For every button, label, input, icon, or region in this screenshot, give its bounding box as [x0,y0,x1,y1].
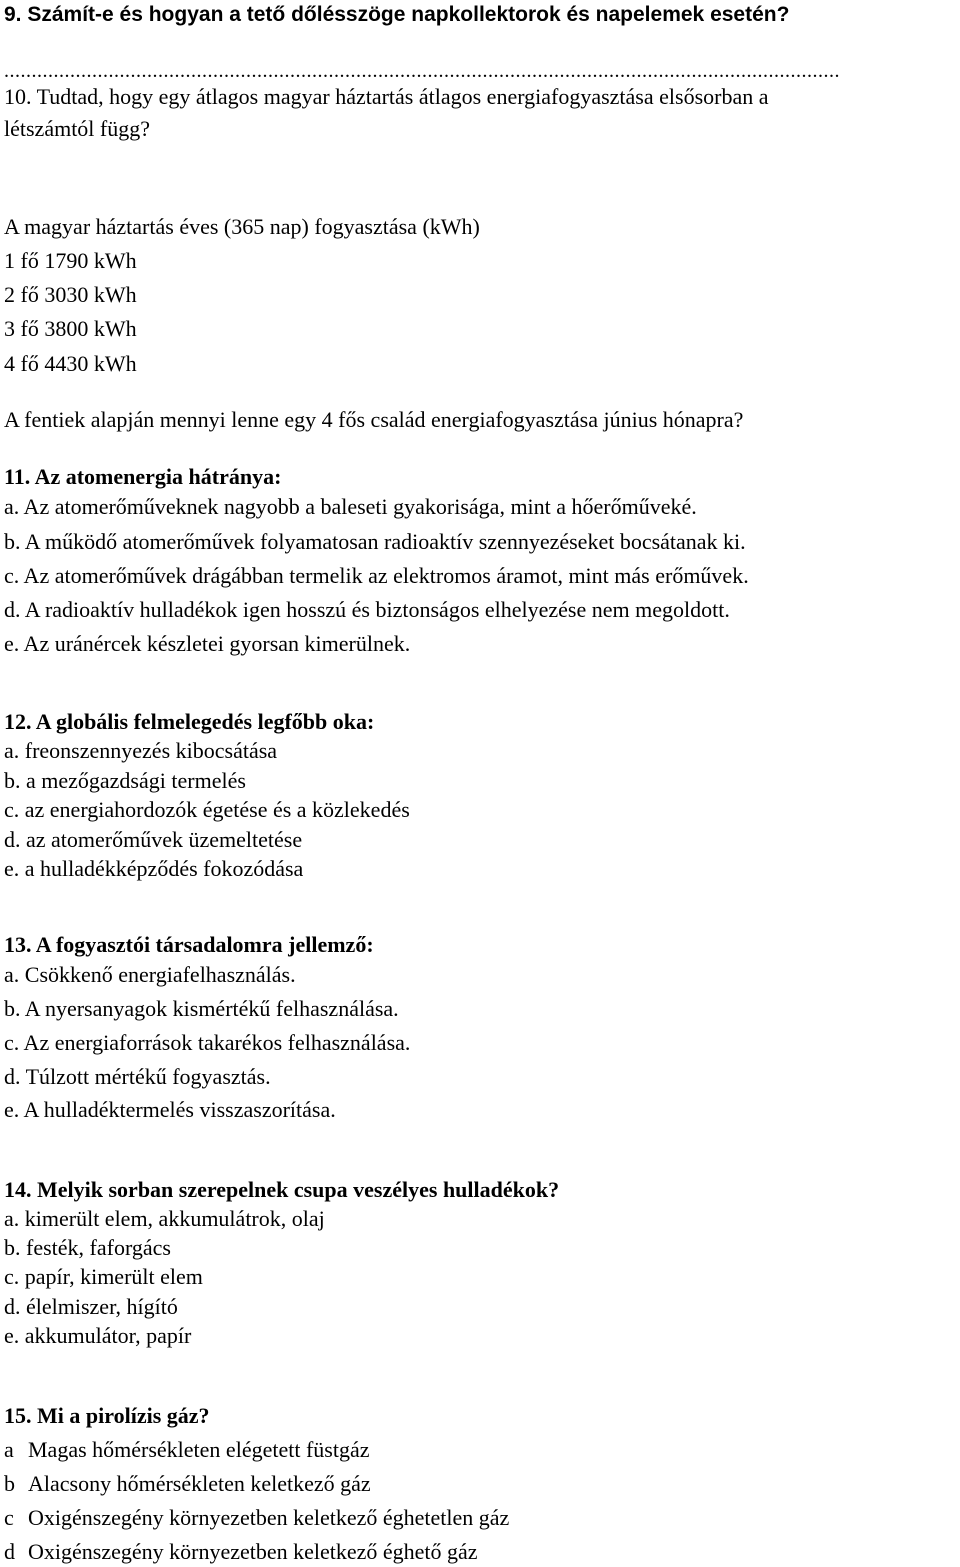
answer-option: d. A radioaktív hulladékok igen hosszú és biztonságos elhelyezése nem megoldott. [4,597,730,622]
answer-option: c. papír, kimerült elem [4,1264,203,1289]
answer-dotted-line: ........................................................................................................................................................ [4,60,840,82]
consumption-row: 2 fő 3030 kWh [4,282,137,307]
answer-option: a. freonszennyezés kibocsátása [4,738,278,763]
question-11-title: 11. Az atomenergia hátránya: [4,464,282,489]
answer-option: e. A hulladéktermelés visszaszorítása. [4,1097,336,1122]
answer-option: e. akkumulátor, papír [4,1323,192,1348]
answer-option: c. Az atomerőművek drágábban termelik az elektromos áramot, mint más erőművek. [4,563,749,588]
option-text: Alacsony hőmérsékleten keletkező gáz [28,1471,371,1496]
answer-option: c. Az energiaforrások takarékos felhasználása. [4,1030,411,1055]
answer-option [4,1539,478,1565]
consumption-row: 3 fő 3800 kWh [4,316,137,341]
option-text: Oxigénszegény környezetben keletkező éghetetlen gáz [28,1505,510,1530]
option-text: Oxigénszegény környezetben keletkező éghető gáz [28,1539,478,1564]
consumption-row: 1 fő 1790 kWh [4,248,137,273]
question-12-title: 12. A globális felmelegedés legfőbb oka: [4,709,375,734]
answer-option: d. Túlzott mértékű fogyasztás. [4,1064,271,1089]
consumption-row: 4 fő 4430 kWh [4,351,137,376]
answer-option: a. kimerült elem, akkumulátrok, olaj [4,1206,325,1231]
question-13-title: 13. A fogyasztói társadalomra jellemző: [4,932,374,957]
option-letter: d [4,1539,15,1564]
consumption-table-title: A magyar háztartás éves (365 nap) fogyasztása (kWh) [4,214,480,239]
answer-option: d. az atomerőművek üzemeltetése [4,827,303,852]
question-10-line-1: 10. Tudtad, hogy egy átlagos magyar háztartás átlagos energiafogyasztása elsősorban a [4,84,769,109]
answer-option: a. Az atomerőműveknek nagyobb a baleseti gyakorisága, mint a hőerőműveké. [4,494,697,519]
answer-option [4,1505,509,1531]
answer-option: e. Az uránércek készletei gyorsan kimerülnek. [4,631,411,656]
question-14-title: 14. Melyik sorban szerepelnek csupa veszélyes hulladékok? [4,1177,560,1202]
answer-option [4,1471,371,1497]
answer-option: c. az energiahordozók égetése és a közlekedés [4,797,410,822]
option-letter: b [4,1471,15,1496]
answer-option: b. A nyersanyagok kismértékű felhasználása. [4,996,399,1021]
question-15-title: 15. Mi a pirolízis gáz? [4,1403,210,1428]
answer-option: d. élelmiszer, hígító [4,1294,178,1319]
answer-option: b. a mezőgazdsági termelés [4,768,246,793]
answer-option: e. a hulladékképződés fokozódása [4,856,304,881]
question-10-question: A fentiek alapján mennyi lenne egy 4 fős család energiafogyasztása június hónapra? [4,407,744,432]
option-letter: a [4,1437,14,1462]
answer-option: b. festék, faforgács [4,1235,171,1260]
question-10-line-2: létszámtól függ? [4,116,151,141]
option-text: Magas hőmérsékleten elégetett füstgáz [28,1437,370,1462]
answer-option [4,1437,369,1463]
question-9-title: 9. Számít-e és hogyan a tető dőlésszöge napkollektorok és napelemek esetén? [4,3,790,26]
option-letter: c [4,1505,14,1530]
answer-option: b. A működő atomerőművek folyamatosan radioaktív szennyezéseket bocsátanak ki. [4,529,746,554]
answer-option: a. Csökkenő energiafelhasználás. [4,962,296,987]
